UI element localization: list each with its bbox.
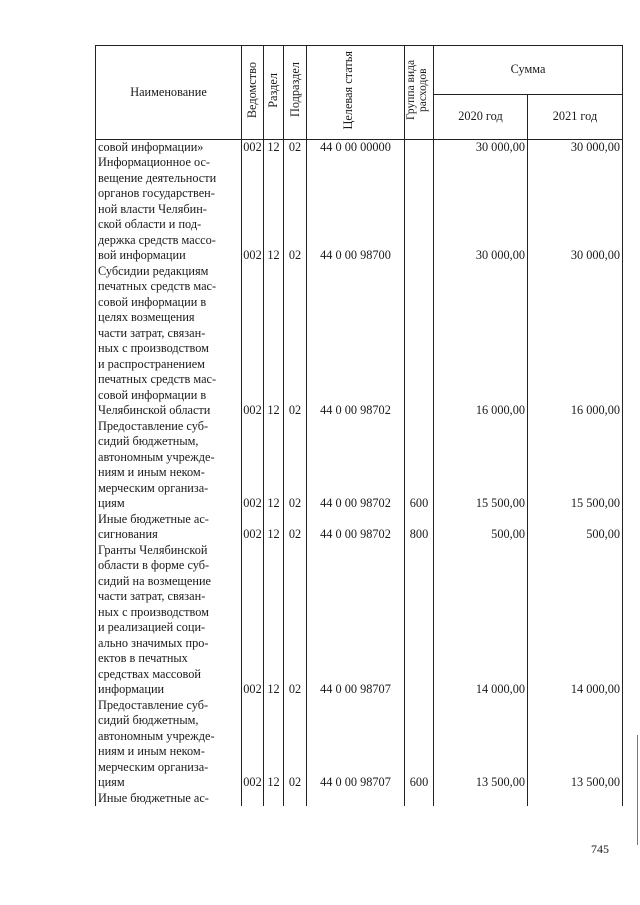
header-department: Ведомство (242, 46, 264, 140)
row-sum-2020: 13 500,00 (434, 698, 528, 791)
header-target-article: Целевая статья (307, 46, 405, 140)
row-department: 002 (242, 264, 264, 419)
table-row (96, 264, 623, 419)
row-sum-2021: 15 500,00 (528, 419, 623, 512)
row-name-line: ных с производством (98, 341, 209, 355)
row-name-line: ниям и иным неком- (98, 465, 205, 479)
row-sum-2021: 500,00 (528, 512, 623, 543)
budget-table (95, 45, 623, 806)
row-empty-cell (307, 791, 405, 807)
header-subsection: Подраздел (284, 46, 307, 140)
row-expense-group (405, 543, 434, 698)
row-name-line: ных с производством (98, 604, 209, 619)
row-name-line: совой информации в (98, 294, 207, 309)
row-name-line: и реализацией соци- (98, 620, 206, 634)
row-empty-cell (242, 791, 264, 807)
row-empty-cell (264, 791, 284, 807)
row-name-line: мерческим организа- (98, 759, 209, 774)
row-name-line: печатных средств мас- (98, 279, 217, 293)
row-sum-2020: 15 500,00 (434, 419, 528, 512)
row-name-line: Иные бюджетные ас- (98, 511, 209, 526)
row-name-line: мерческим организа- (98, 480, 209, 495)
row-name-line: ниям и иным неком- (98, 744, 205, 758)
header-year-2020: 2020 год (434, 95, 528, 139)
row-target-article: 44 0 00 98707 (307, 543, 405, 698)
row-name-line: Предоставление суб- (98, 697, 209, 712)
row-empty-cell (405, 791, 434, 807)
table-row (96, 419, 623, 512)
table-row (96, 139, 623, 155)
row-name-line: сидий на возмещение (98, 573, 211, 588)
row-target-article: 44 0 00 98700 (307, 155, 405, 264)
page-number: 745 (591, 842, 609, 856)
row-subsection: 02 (284, 512, 307, 543)
row-name (96, 512, 242, 543)
row-empty-cell (528, 791, 623, 807)
row-name-line: Предоставление суб- (98, 418, 209, 433)
row-name-line: области в форме суб- (98, 558, 210, 572)
budget-table-sheet (95, 45, 622, 806)
row-section: 12 (264, 543, 284, 698)
row-target-article: 44 0 00 98702 (307, 512, 405, 543)
row-sum-2020: 16 000,00 (434, 264, 528, 419)
row-department: 002 (242, 698, 264, 791)
row-name-line: информации (98, 682, 165, 696)
row-section: 12 (264, 139, 284, 155)
header-expense-group: Группа вида расходов (405, 46, 434, 140)
row-subsection: 02 (284, 543, 307, 698)
row-subsection: 02 (284, 419, 307, 512)
row-name (96, 698, 242, 791)
table-body (96, 139, 623, 806)
table-row (96, 791, 623, 807)
row-name-line: сидий бюджетным, (98, 434, 199, 448)
row-expense-group (405, 155, 434, 264)
row-name-line: вещение деятельности (98, 170, 217, 185)
row-name-line: совой информации» (98, 139, 204, 154)
row-expense-group: 600 (405, 698, 434, 791)
row-subsection: 02 (284, 698, 307, 791)
row-name-line: Информационное ос- (98, 155, 211, 169)
header-name: Наименование (96, 46, 242, 140)
row-subsection: 02 (284, 139, 307, 155)
row-name-line: ально значимых про- (98, 635, 209, 650)
table-row (96, 698, 623, 791)
row-name-line: циям (98, 496, 125, 510)
row-name-line: части затрат, связан- (98, 589, 206, 603)
row-department: 002 (243, 139, 262, 154)
row-section: 12 (264, 512, 284, 543)
row-name-line: целях возмещения (98, 310, 195, 324)
row-name-line: совой информации в (98, 387, 207, 402)
row-name-line: средствах массовой (98, 666, 201, 681)
row-subsection: 02 (284, 155, 307, 264)
row-name (96, 264, 242, 419)
table-row (96, 512, 623, 543)
row-name-line: ной власти Челябин- (98, 201, 207, 216)
row-sum-2020: 14 000,00 (434, 543, 528, 698)
row-section: 12 (264, 155, 284, 264)
row-sum-2020: 30 000,00 (434, 139, 528, 155)
row-name-line: ектов в печатных (98, 651, 188, 665)
row-department: 002 (242, 512, 264, 543)
row-sum-2021: 30 000,00 (528, 139, 623, 155)
row-name (96, 155, 242, 264)
row-expense-group (405, 264, 434, 419)
row-sum-2021: 13 500,00 (528, 698, 623, 791)
row-name-line: сидий бюджетным, (98, 713, 199, 727)
row-section: 12 (264, 419, 284, 512)
row-name: Иные бюджетные ас- (96, 791, 242, 807)
table-row (96, 543, 623, 698)
row-name-line: Гранты Челябинской (98, 542, 208, 557)
row-sum-2020: 500,00 (434, 512, 528, 543)
row-name-line: ской области и под- (98, 217, 202, 231)
row-name-line: автономным учрежде- (98, 449, 215, 464)
row-department: 002 (242, 155, 264, 264)
row-target-article: 44 0 00 98707 (307, 698, 405, 791)
row-empty-cell (284, 791, 307, 807)
row-name-line: Челябинской области (98, 403, 211, 417)
row-name-line: автономным учрежде- (98, 728, 215, 743)
row-subsection: 02 (284, 264, 307, 419)
row-name-line: части затрат, связан- (98, 325, 206, 340)
row-department: 002 (242, 543, 264, 698)
row-expense-group (405, 139, 434, 155)
row-name-line: держка средств массо- (98, 232, 216, 247)
row-name-line: печатных средств мас- (98, 372, 217, 386)
row-sum-2020: 30 000,00 (434, 155, 528, 264)
row-name-line: Субсидии редакциям (98, 263, 209, 278)
row-name (96, 419, 242, 512)
row-name (96, 139, 242, 155)
row-target-article: 44 0 00 98702 (307, 419, 405, 512)
row-sum-2021: 16 000,00 (528, 264, 623, 419)
row-name-line: сигнования (98, 527, 158, 541)
row-target-article: 44 0 00 98702 (307, 264, 405, 419)
row-name-line: органов государствен- (98, 186, 215, 200)
row-sum-2021: 30 000,00 (528, 155, 623, 264)
row-name-line: циям (98, 775, 125, 789)
header-year-2021: 2021 год (528, 95, 623, 139)
row-department: 002 (242, 419, 264, 512)
row-name (96, 543, 242, 698)
row-name-line: и распространением (98, 356, 205, 371)
row-target-article: 44 0 00 00000 (307, 139, 405, 155)
row-empty-cell (434, 791, 528, 807)
header-section: Раздел (264, 46, 284, 140)
row-section: 12 (264, 698, 284, 791)
row-expense-group: 800 (405, 512, 434, 543)
row-name-line: вой информации (98, 248, 186, 262)
table-row (96, 155, 623, 264)
row-section: 12 (264, 264, 284, 419)
scan-edge-line (637, 735, 638, 845)
row-expense-group: 600 (405, 419, 434, 512)
row-sum-2021: 14 000,00 (528, 543, 623, 698)
header-sum: Сумма (434, 46, 623, 95)
